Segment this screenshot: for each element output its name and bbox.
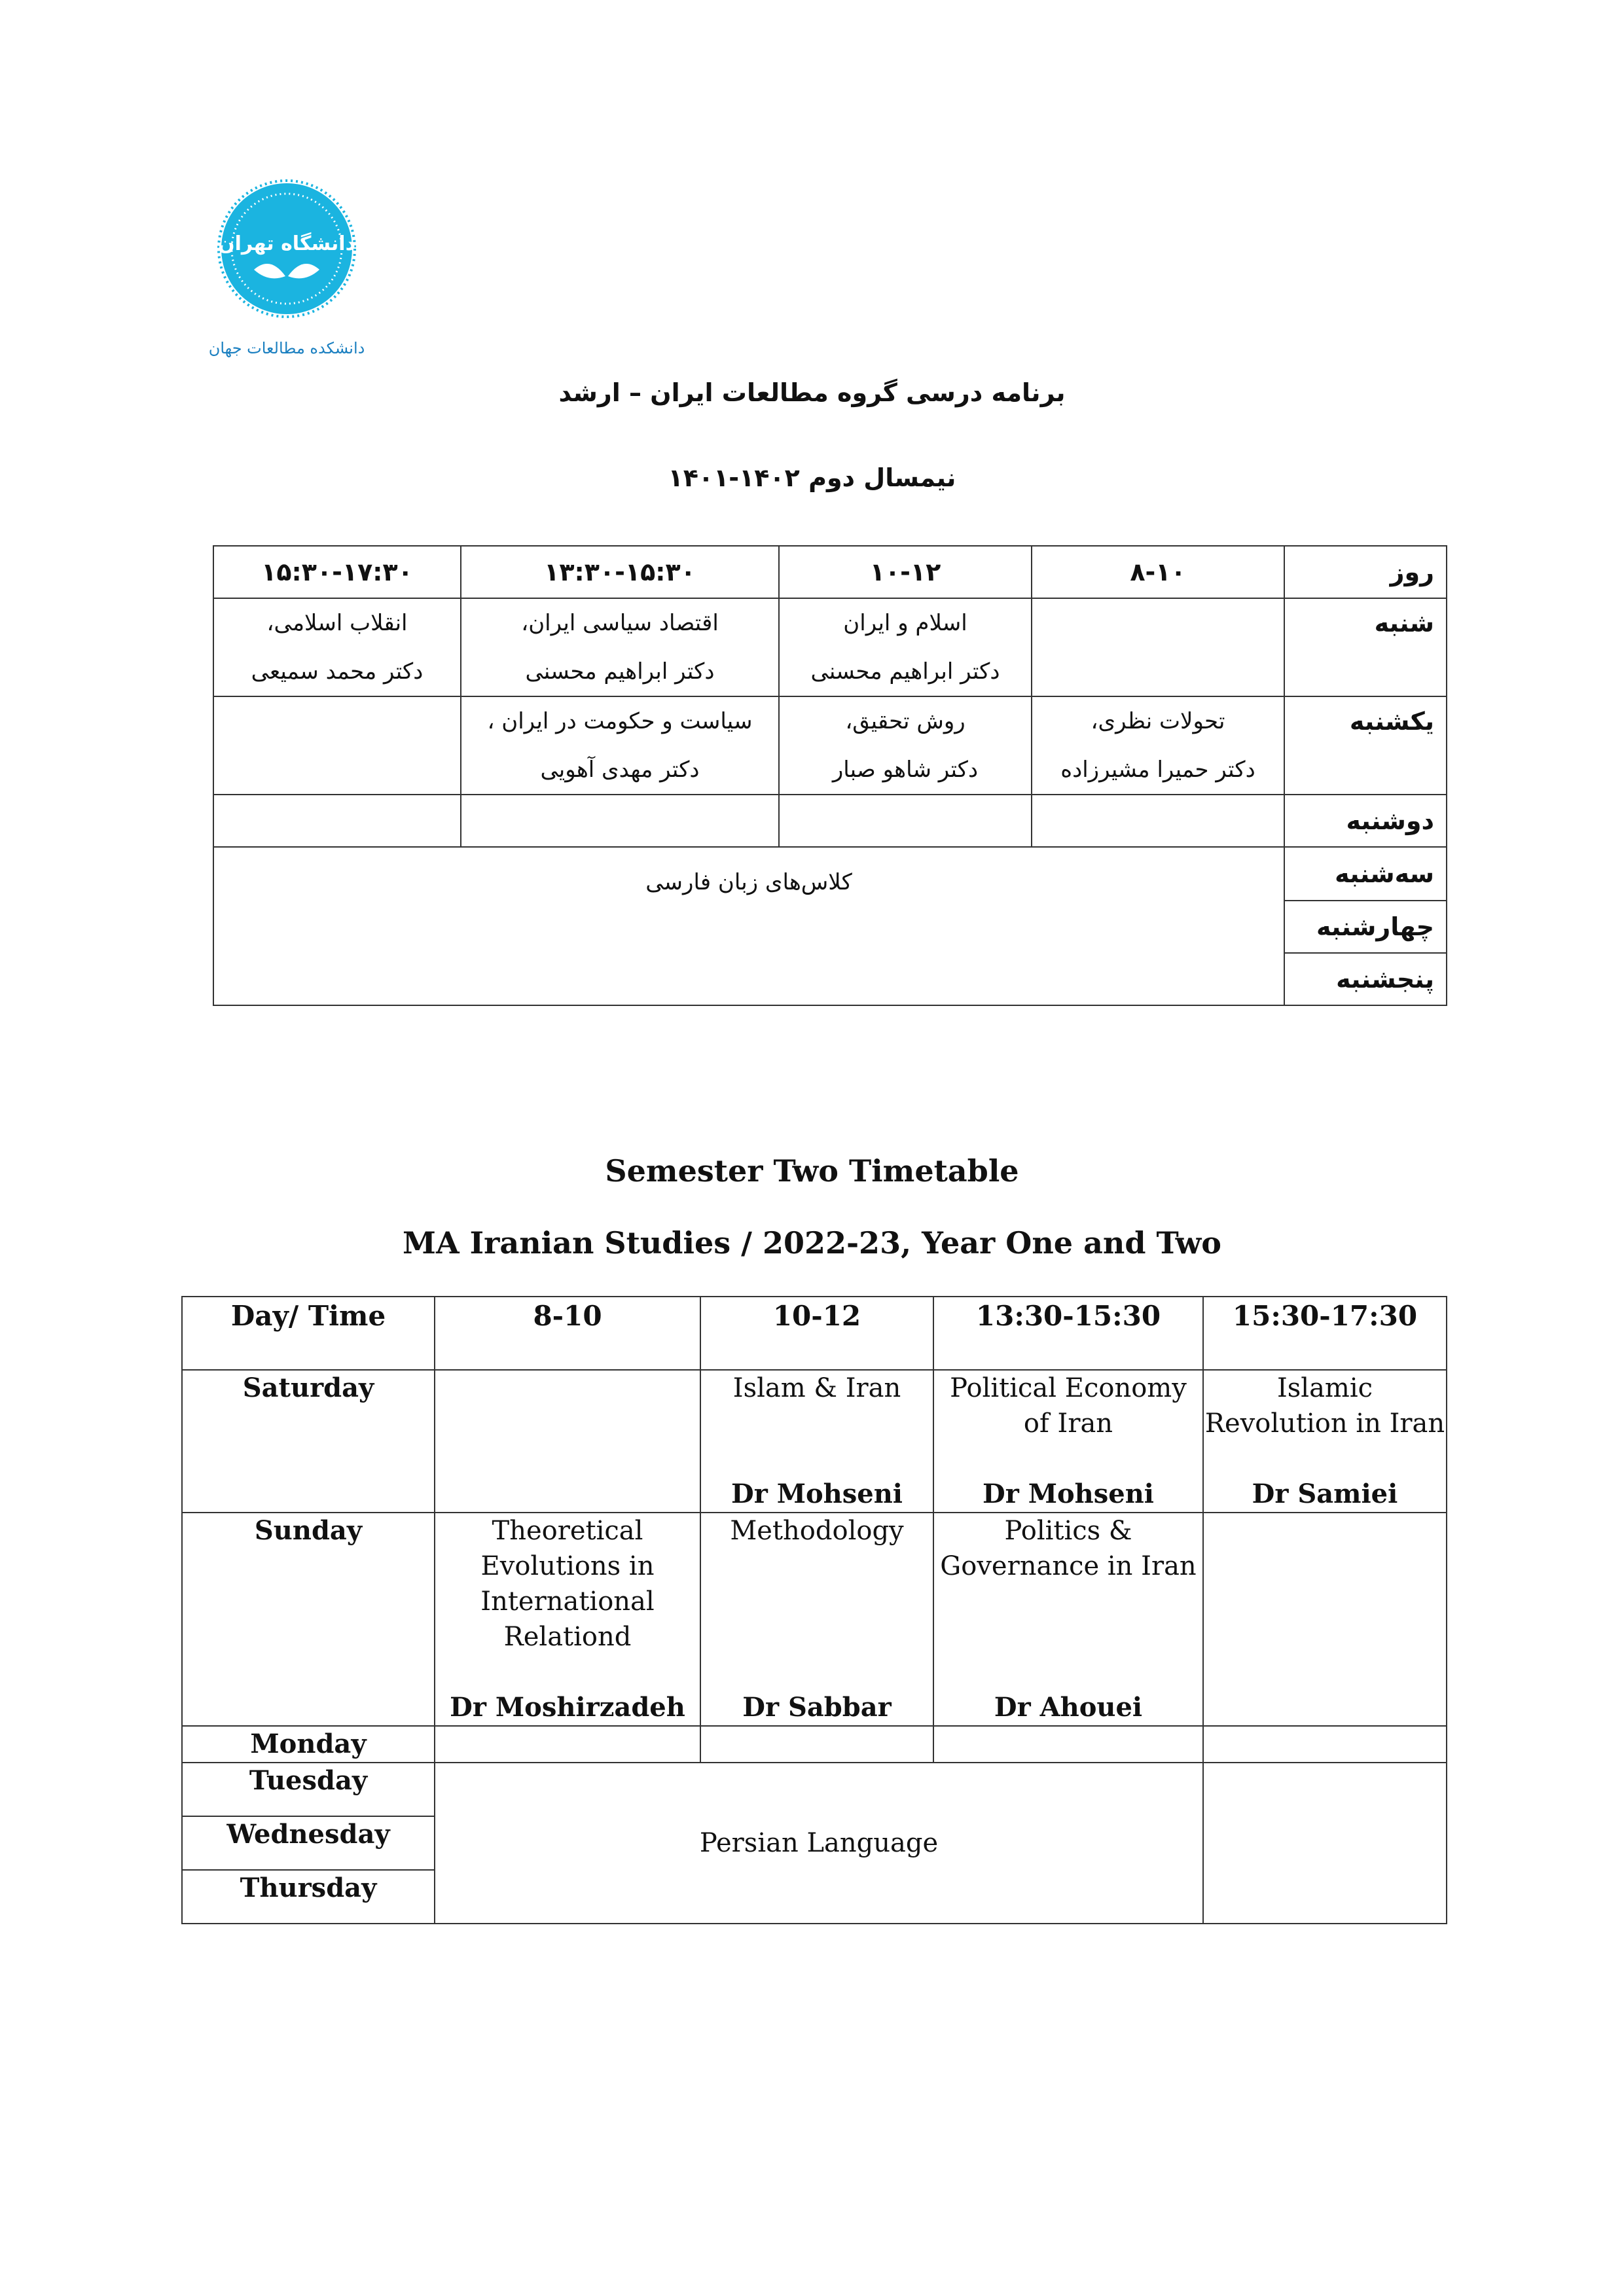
english-day-sat: Saturday [182,1370,435,1513]
english-title: Semester Two Timetable [605,1153,1019,1189]
english-day-tue: Tuesday [182,1763,435,1816]
course-name: Theoretical Evolutions in International Relationd [480,1516,655,1652]
persian-day-wed: چهارشنبه [1284,901,1447,953]
english-cell-mon-1 [435,1726,700,1763]
english-cell-sat-4 [1203,1370,1447,1513]
logo-seal-text: دانشگاه تهران [218,232,355,255]
persian-cell-sat-1 [1032,598,1284,696]
persian-cell-sat-3 [461,598,779,696]
english-cell-mon-3 [933,1726,1203,1763]
persian-cell-sun-3 [461,696,779,795]
english-row-mon [182,1726,1447,1763]
persian-cell-sat-4 [213,598,461,696]
english-header-row [182,1297,1447,1370]
instructor-name: دکتر محمد سمیعی [251,658,424,685]
persian-header-slot3: ۱۳:۳۰-۱۵:۳۰ [461,546,779,598]
persian-row-sat [213,598,1447,696]
english-header-slot2: 10-12 [700,1297,933,1370]
persian-cell-sun-4 [213,696,461,795]
persian-cell-sun-2 [779,696,1032,795]
instructor-name: Dr Mohseni [731,1479,903,1509]
english-header-slot4: 15:30-17:30 [1203,1297,1447,1370]
english-cell-langrow-4 [1203,1763,1447,1924]
persian-day-sat: شنبه [1284,598,1447,696]
english-cell-sun-2 [700,1513,933,1726]
english-day-mon: Monday [182,1726,435,1763]
course-name: Methodology [730,1516,904,1546]
instructor-name: دکتر شاهو صبار [832,757,979,783]
persian-row-mon [213,795,1447,847]
persian-cell-mon-4 [213,795,461,847]
persian-cell-mon-1 [1032,795,1284,847]
course-name: روش تحقیق، [845,708,965,734]
logo-seal [218,181,355,317]
persian-cell-sat-2 [779,598,1032,696]
persian-header-row [213,546,1447,598]
english-cell-sun-1 [435,1513,700,1726]
english-cell-mon-2 [700,1726,933,1763]
instructor-name: Dr Moshirzadeh [450,1692,685,1723]
instructor-name: Dr Mohseni [983,1479,1154,1509]
english-cell-sat-1 [435,1370,700,1513]
english-subtitle: MA Iranian Studies / 2022-23, Year One and Two [403,1225,1221,1261]
persian-day-mon: دوشنبه [1284,795,1447,847]
english-row-sat [182,1370,1447,1513]
instructor-name: Dr Ahouei [994,1692,1143,1723]
course-name: Political Economy of Iran [950,1373,1187,1439]
english-timetable [181,1296,1447,1924]
instructor-name: دکتر مهدی آهویی [540,757,700,783]
english-header-slot3: 13:30-15:30 [933,1297,1203,1370]
university-logo [208,178,365,374]
english-day-thu: Thursday [182,1870,435,1924]
course-name: Islam & Iran [732,1373,901,1403]
persian-day-thu: پنجشنبه [1284,953,1447,1005]
persian-header-day: روز [1284,546,1447,598]
persian-header-slot1: ۸-۱۰ [1032,546,1284,598]
course-name: اسلام و ایران [843,610,967,636]
persian-title: برنامه درسی گروه مطالعات ایران – ارشد [558,378,1066,407]
course-name: سیاست و حکومت در ایران ، [487,708,753,734]
persian-row-sun [213,696,1447,795]
instructor-name: دکتر ابراهیم محسنی [810,658,1000,685]
logo-caption: دانشکده مطالعات جهان [208,339,365,357]
persian-day-sun: یکشنبه [1284,696,1447,795]
course-name: تحولات نظری، [1091,708,1225,734]
persian-day-tue: سه‌شنبه [1284,847,1447,901]
course-name: Politics & Governance in Iran [940,1516,1197,1581]
course-name: Islamic Revolution in Iran [1204,1373,1445,1439]
english-row-tue [182,1763,1447,1816]
english-cell-sun-3 [933,1513,1203,1726]
english-cell-sat-2 [700,1370,933,1513]
english-cell-mon-4 [1203,1726,1447,1763]
english-day-sun: Sunday [182,1513,435,1726]
instructor-name: دکتر ابراهیم محسنی [525,658,715,685]
course-name: اقتصاد سیاسی ایران، [521,610,719,636]
persian-subtitle: نیمسال دوم ۱۴۰۲-۱۴۰۱ [668,463,956,492]
english-cell-sat-3 [933,1370,1203,1513]
persian-header-slot2: ۱۰-۱۲ [779,546,1032,598]
english-header-day: Day/ Time [182,1297,435,1370]
instructor-name: Dr Sabbar [742,1692,892,1723]
persian-row-tue [213,847,1447,901]
persian-language-classes: کلاس‌های زبان فارسی [213,847,1284,1005]
persian-cell-mon-2 [779,795,1032,847]
english-header-slot1: 8-10 [435,1297,700,1370]
course-name: انقلاب اسلامی، [266,610,408,636]
english-cell-sun-4 [1203,1513,1447,1726]
persian-cell-mon-3 [461,795,779,847]
english-language-classes: Persian Language [435,1763,1203,1924]
instructor-name: دکتر حمیرا مشیرزاده [1060,757,1255,783]
english-row-sun [182,1513,1447,1726]
instructor-name: Dr Samiei [1252,1479,1398,1509]
persian-header-slot4: ۱۵:۳۰-۱۷:۳۰ [213,546,461,598]
english-day-wed: Wednesday [182,1816,435,1870]
persian-timetable [213,545,1447,1006]
persian-cell-sun-1 [1032,696,1284,795]
